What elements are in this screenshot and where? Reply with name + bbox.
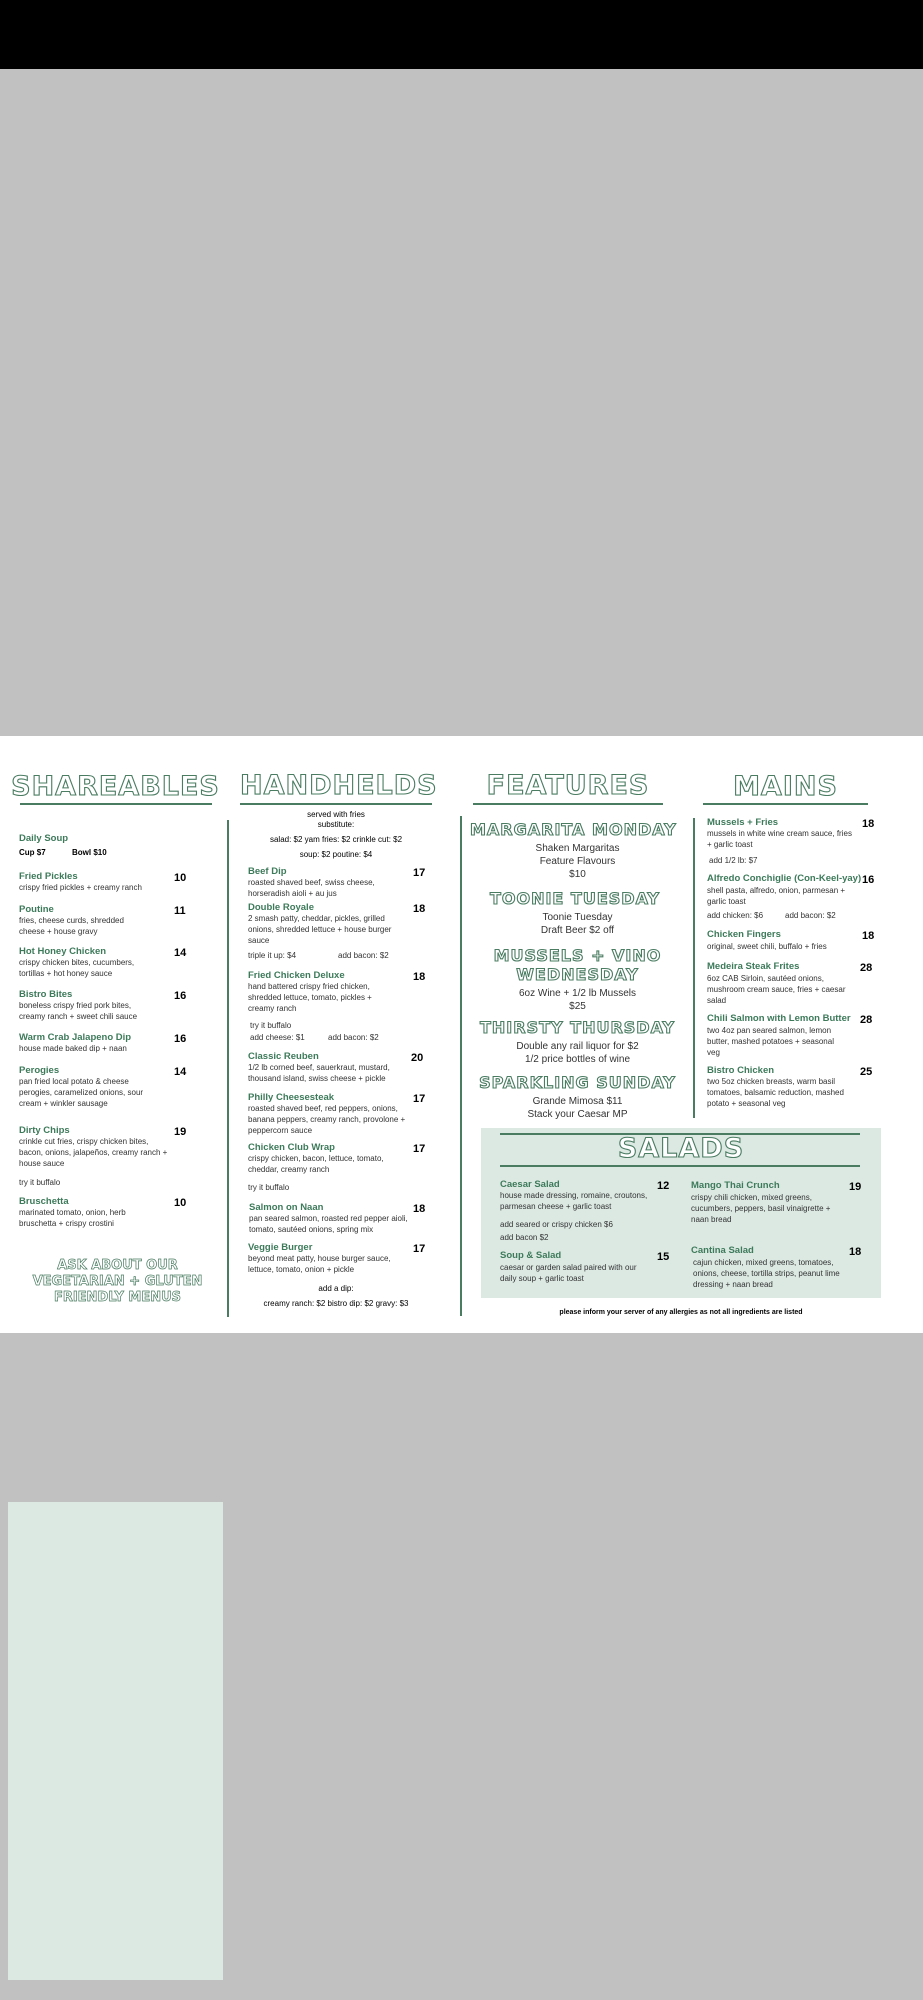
shareable-price: 11 — [174, 905, 186, 917]
feature-line: Shaken Margaritas — [535, 843, 620, 854]
menu-sheet — [0, 736, 923, 1333]
shareables-rule — [20, 803, 212, 805]
shareable-price: 19 — [174, 1126, 187, 1138]
shareable-title: Bistro Bites — [19, 989, 73, 1000]
shareables-panel — [8, 1502, 223, 1980]
shareable-desc: crispy fried pickles + creamy ranch — [19, 883, 142, 892]
daily-soup-title: Daily Soup — [19, 833, 69, 844]
triple-it-up: triple it up: $4 — [248, 951, 297, 960]
main-title: Chili Salmon with Lemon Butter — [707, 1013, 851, 1024]
add-bacon-option: add bacon: $2 — [338, 951, 389, 960]
shareable-price: 16 — [174, 990, 187, 1002]
feature-line: Feature Flavours — [539, 856, 616, 867]
shareable-title: Perogies — [19, 1065, 60, 1076]
shareable-price: 10 — [174, 872, 187, 884]
feature-line: Double any rail liquor for $2 — [516, 1041, 639, 1052]
handheld-title: Double Royale — [248, 902, 314, 913]
caesar-add-bacon: add bacon $2 — [500, 1233, 549, 1242]
try-buffalo-note: try it buffalo — [250, 1021, 292, 1030]
salads-heading: SALADS — [617, 1133, 745, 1164]
mains-rule — [703, 803, 868, 805]
main-price: 28 — [860, 962, 873, 974]
allergy-notice: please inform your server of any allergies as not all ingredients are listed — [559, 1309, 803, 1316]
alfredo-add-bacon: add bacon: $2 — [785, 911, 836, 920]
main-title: Chicken Fingers — [707, 929, 781, 940]
substitute-label: substitute: — [317, 820, 355, 829]
salad-desc: cajun chicken, mixed greens, tomatoes, onions, cheese, tortilla strips, peanut lime dressing + naan bread — [693, 1258, 840, 1289]
salad-desc: caesar or garden salad paired with our daily soup + garlic toast — [500, 1263, 637, 1283]
main-desc: two 4oz pan seared salmon, lemon butter, mashed potatoes + seasonal veg — [707, 1026, 834, 1057]
salad-desc: crispy chili chicken, mixed greens, cucumbers, peppers, basil vinaigrette + naan bread — [691, 1193, 831, 1224]
shareable-title: Dirty Chips — [19, 1125, 70, 1136]
handhelds-heading: HANDHELDS — [240, 770, 438, 801]
feature-line: $10 — [569, 869, 586, 880]
dip-options: creamy ranch: $2 bistro dip: $2 gravy: $3 — [263, 1299, 409, 1308]
salad-title: Mango Thai Crunch — [691, 1180, 780, 1191]
salad-desc: house made dressing, romaine, croutons, parmesan cheese + garlic toast — [500, 1191, 648, 1211]
add-a-dip: add a dip: — [318, 1284, 354, 1293]
handheld-desc: 1/2 lb corned beef, sauerkraut, mustard, thousand island, swiss cheese + pickle — [248, 1063, 390, 1083]
feature-line: 1/2 price bottles of wine — [524, 1054, 631, 1065]
main-title: Bistro Chicken — [707, 1065, 775, 1076]
handheld-desc: roasted shaved beef, swiss cheese, horseradish aioli + au jus — [248, 878, 375, 898]
salad-title: Cantina Salad — [691, 1245, 754, 1256]
shareable-price: 14 — [174, 1066, 187, 1078]
main-price: 25 — [860, 1066, 873, 1078]
shareable-price: 10 — [174, 1197, 187, 1209]
handheld-title: Salmon on Naan — [249, 1202, 324, 1213]
feature-line: Toonie Tuesday — [542, 912, 613, 923]
feature-day-name: TOONIE TUESDAY — [489, 889, 661, 908]
salad-title: Caesar Salad — [500, 1179, 560, 1190]
features-heading: FEATURES — [486, 770, 650, 801]
handheld-price: 17 — [413, 867, 426, 879]
add-cheese-option: add cheese: $1 — [250, 1033, 305, 1042]
shareable-price: 14 — [174, 947, 187, 959]
main-desc: two 5oz chicken breasts, warm basil tomatoes, balsamic reduction, mashed potato + seasonal veg — [707, 1077, 844, 1108]
handheld-price: 17 — [413, 1143, 426, 1155]
shareable-title: Bruschetta — [19, 1196, 69, 1207]
salad-title: Soup & Salad — [500, 1250, 562, 1261]
shareable-title: Fried Pickles — [19, 871, 78, 882]
main-desc: shell pasta, alfredo, onion, parmesan + garlic toast — [707, 886, 846, 906]
main-title: Alfredo Conchiglie (Con-Keel-yay) — [707, 873, 862, 884]
handheld-title: Philly Cheesesteak — [248, 1092, 335, 1103]
handheld-desc: crispy chicken, bacon, lettuce, tomato, cheddar, creamy ranch — [248, 1154, 384, 1174]
shareable-desc: house made baked dip + naan — [19, 1044, 127, 1053]
mussels-add-option: add 1/2 lb: $7 — [709, 856, 758, 865]
shareable-desc: crispy chicken bites, cucumbers, tortillas + hot honey sauce — [19, 958, 135, 978]
feature-day-name: MUSSELS + VINO — [493, 946, 662, 965]
mains-heading: MAINS — [733, 771, 838, 802]
main-desc: mussels in white wine cream sauce, fries + garlic toast — [707, 829, 852, 849]
caesar-add-chicken: add seared or crispy chicken $6 — [500, 1220, 613, 1229]
salad-price: 12 — [657, 1180, 670, 1192]
feature-day-name: MARGARITA MONDAY — [470, 820, 677, 839]
handheld-desc: 2 smash patty, cheddar, pickles, grilled onions, shredded lettuce + house burger sauce — [248, 914, 392, 945]
features-rule — [473, 803, 663, 805]
main-title: Mussels + Fries — [707, 817, 779, 828]
divider-2 — [460, 816, 462, 1316]
handheld-desc: roasted shaved beef, red peppers, onions, banana peppers, creamy ranch, provolone + peppercorn sauce — [248, 1104, 406, 1135]
main-desc: 6oz CAB Sirloin, sautéed onions, mushroom cream sauce, fries + caesar salad — [707, 974, 846, 1005]
salad-price: 15 — [657, 1251, 670, 1263]
main-title: Medeira Steak Frites — [707, 961, 800, 972]
alfredo-add-chicken: add chicken: $6 — [707, 911, 764, 920]
wrap-buffalo-note: try it buffalo — [248, 1183, 290, 1192]
ask-about-menus: ASK ABOUT OUR VEGETARIAN + GLUTEN FRIENDLY MENUS — [32, 1258, 203, 1305]
handheld-desc: pan seared salmon, roasted red pepper aioli, tomato, sautéed onions, spring mix — [249, 1214, 408, 1234]
handheld-desc: hand battered crispy fried chicken, shredded lettuce, tomato, pickles + creamy ranch — [248, 982, 372, 1013]
handheld-title: Chicken Club Wrap — [248, 1142, 335, 1153]
shareable-desc: fries, cheese curds, shredded cheese + house gravy — [19, 916, 124, 936]
feature-day-name-line2: WEDNESDAY — [516, 965, 639, 984]
shareable-price: 16 — [174, 1033, 187, 1045]
feature-line: Stack your Caesar MP — [527, 1109, 628, 1120]
handheld-title: Classic Reuben — [248, 1051, 319, 1062]
main-price: 16 — [862, 874, 875, 886]
handheld-price: 17 — [413, 1243, 426, 1255]
feature-line: 6oz Wine + 1/2 lb Mussels — [519, 988, 636, 999]
shareables-heading: SHAREABLES — [11, 771, 220, 802]
handhelds-rule — [240, 803, 432, 805]
shareable-title: Hot Honey Chicken — [19, 946, 107, 957]
handheld-desc: beyond meat patty, house burger sauce, lettuce, tomato, onion + pickle — [248, 1254, 391, 1274]
handheld-price: 18 — [413, 971, 426, 983]
shareable-title: Warm Crab Jalapeno Dip — [19, 1032, 132, 1043]
divider-3 — [693, 818, 695, 1118]
feature-line: Grande Mimosa $11 — [532, 1096, 623, 1107]
feature-day-name: SPARKLING SUNDAY — [479, 1073, 676, 1092]
feature-line: $25 — [569, 1001, 586, 1012]
handheld-price: 18 — [413, 1203, 426, 1215]
shareable-desc: crinkle cut fries, crispy chicken bites, bacon, onions, jalapeños, creamy ranch + house sauce — [19, 1137, 168, 1168]
shareable-desc: boneless crispy fried pork bites, creamy ranch + sweet chili sauce — [19, 1001, 138, 1021]
main-desc: original, sweet chili, buffalo + fries — [707, 942, 827, 951]
salad-price: 19 — [849, 1181, 862, 1193]
handheld-title: Fried Chicken Deluxe — [248, 970, 345, 981]
shareable-desc: marinated tomato, onion, herb bruschetta + crispy crostini — [19, 1208, 126, 1228]
handheld-title: Veggie Burger — [248, 1242, 313, 1253]
shareable-desc: pan fried local potato & cheese perogies, caramelized onions, sour cream + winkler sausage — [19, 1077, 144, 1108]
feature-line: Draft Beer $2 off — [540, 925, 615, 936]
handheld-price: 18 — [413, 903, 426, 915]
handheld-price: 20 — [411, 1052, 424, 1064]
substitute-options-1: salad: $2 yam fries: $2 crinkle cut: $2 — [269, 835, 403, 844]
main-price: 18 — [862, 930, 875, 942]
handheld-title: Beef Dip — [248, 866, 287, 877]
top-black-bar — [0, 0, 923, 69]
salads-rule-bottom — [500, 1165, 860, 1167]
divider-1 — [227, 820, 229, 1317]
served-with-fries: served with fries — [307, 810, 365, 819]
shareable-title: Poutine — [19, 904, 54, 915]
feature-day-name: THIRSTY THURSDAY — [479, 1018, 676, 1037]
add-bacon-option: add bacon: $2 — [328, 1033, 379, 1042]
soup-bowl-price: Bowl $10 — [72, 848, 107, 857]
main-price: 18 — [862, 818, 875, 830]
handheld-price: 17 — [413, 1093, 426, 1105]
soup-cup-price: Cup $7 — [19, 848, 46, 857]
main-price: 28 — [860, 1014, 873, 1026]
dirty-chips-note: try it buffalo — [19, 1178, 61, 1187]
salad-price: 18 — [849, 1246, 862, 1258]
substitute-options-2: soup: $2 poutine: $4 — [299, 850, 373, 859]
